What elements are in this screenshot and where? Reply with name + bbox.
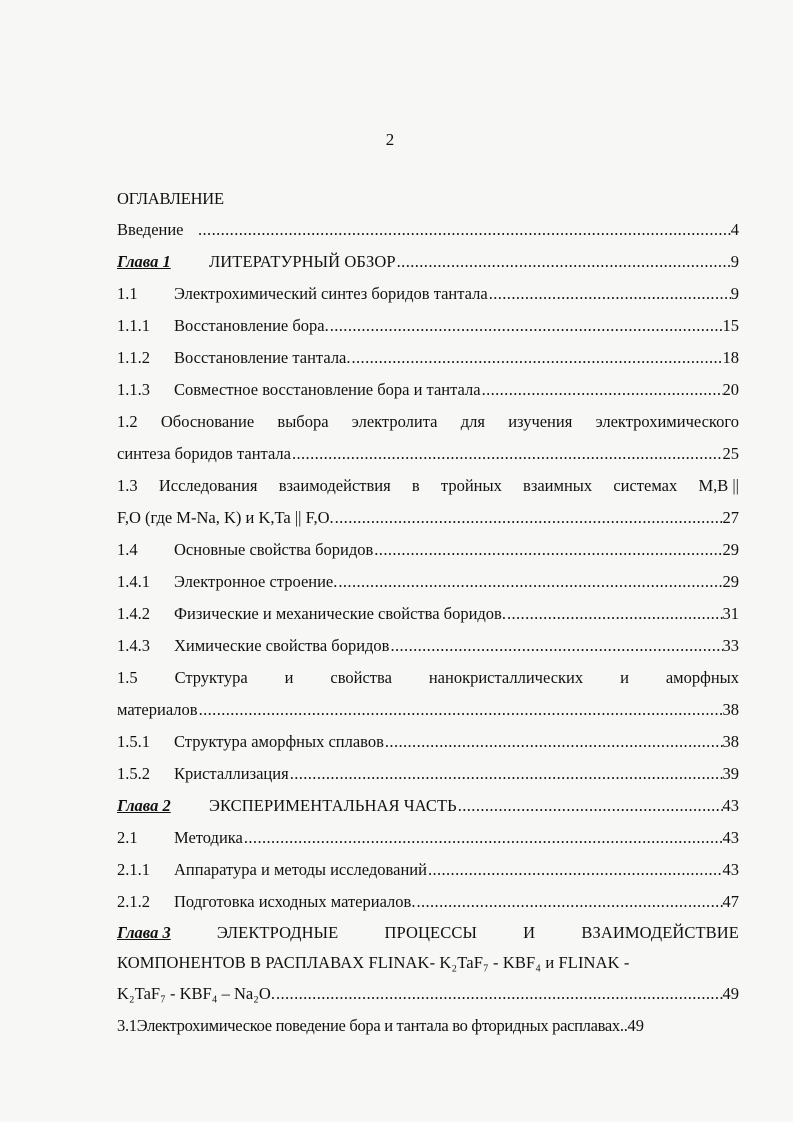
word: в [411, 476, 420, 495]
dot-leader [337, 566, 722, 598]
toc-entry-3-1[interactable] [117, 1010, 739, 1042]
word: взаимодействия [278, 476, 391, 495]
section-number: 1.4 [117, 540, 138, 559]
toc-entry-1-4[interactable] [117, 534, 739, 566]
dot-leader [427, 854, 723, 886]
word: и [620, 668, 629, 687]
toc-entry-page: 4 [730, 220, 739, 239]
toc-entry-page: 43 [722, 796, 739, 815]
word: Обоснование [160, 412, 255, 431]
section-title: Аппаратура и методы исследований [174, 860, 427, 879]
toc-entry-page: 47 [722, 892, 739, 911]
section-number: 1.1.3 [117, 380, 150, 399]
word: аморфных [665, 668, 739, 687]
word: взаимных [523, 476, 593, 495]
word: выбора [277, 412, 329, 431]
dot-leader [197, 214, 731, 246]
word: свойства [330, 668, 392, 687]
toc-entry-chapter-3[interactable] [117, 918, 739, 1010]
word: ПРОЦЕССЫ [384, 923, 477, 942]
section-title: Структура аморфных сплавов [174, 732, 384, 751]
justified-line [117, 662, 739, 694]
toc-entry-chapter-2[interactable] [117, 790, 739, 822]
dot-leader [384, 726, 723, 758]
chapter-title: ЛИТЕРАТУРНЫЙ ОБЗОР [209, 252, 396, 271]
dot-leader [289, 758, 723, 790]
section-title: Подготовка исходных материалов. [174, 892, 416, 911]
toc-entry-1-1-3[interactable] [117, 374, 739, 406]
word: системах [613, 476, 678, 495]
toc-entry-2-1[interactable] [117, 822, 739, 854]
section-title: Восстановление тантала. [174, 348, 351, 367]
continuation-line [117, 502, 739, 534]
section-number: 1.5.1 [117, 732, 150, 751]
toc-entry-page: 25 [722, 444, 739, 463]
toc-entry-1-4-1[interactable] [117, 566, 739, 598]
section-title: Электронное строение. [174, 572, 338, 591]
word: тройных [440, 476, 502, 495]
word: Исследования [158, 476, 258, 495]
toc-entry-1-3[interactable] [117, 470, 739, 534]
section-title-continuation: F,O (где M-Na, K) и K,Ta || F,O. [117, 508, 334, 527]
continuation-line [117, 438, 739, 470]
section-number: 2.1.1 [117, 860, 150, 879]
chapter-label: Глава 2 [117, 796, 171, 815]
section-title: 3.1Электрохимическое поведение бора и тантала во фторидных расплавах.. [117, 1016, 628, 1035]
toc-entry-1-5-2[interactable] [117, 758, 739, 790]
word: Структура [174, 668, 248, 687]
toc-entry-1-1-2[interactable] [117, 342, 739, 374]
word: и [284, 668, 294, 687]
toc-entry-2-1-2[interactable] [117, 886, 739, 918]
toc-entry-page: 49 [722, 984, 739, 1003]
toc-entry-intro[interactable] [117, 214, 739, 246]
word: И [523, 923, 536, 942]
toc-entry-1-1[interactable] [117, 278, 739, 310]
word: для [460, 412, 485, 431]
toc-entry-page: 9 [730, 252, 739, 271]
toc-entry-page: 15 [722, 316, 739, 335]
word: изучения [508, 412, 573, 431]
toc-entry-page: 20 [722, 380, 739, 399]
chapter-label: Глава 3 [117, 923, 171, 942]
dot-leader [334, 502, 723, 534]
toc-entry-page: 33 [722, 636, 739, 655]
section-title: Методика [174, 828, 243, 847]
word: нанокристаллических [428, 668, 584, 687]
justified-line [117, 406, 739, 438]
toc-entry-page: 29 [722, 572, 739, 591]
toc-entry-page: 31 [722, 604, 739, 623]
chapter-title-line-3: K₂TaF₇ - KBF₄ – Na₂O. [117, 984, 275, 1003]
section-number: 2.1.2 [117, 892, 150, 911]
toc-entry-1-5[interactable] [117, 662, 739, 726]
toc-entry-2-1-1[interactable] [117, 854, 739, 886]
justified-line [117, 470, 739, 502]
section-number: 1.3 [117, 476, 138, 495]
toc-entry-1-4-3[interactable] [117, 630, 739, 662]
dot-leader [243, 822, 723, 854]
table-of-contents [117, 184, 739, 1042]
dot-leader [488, 278, 731, 310]
toc-entry-1-2[interactable] [117, 406, 739, 470]
word: электрохимического [595, 412, 739, 431]
word: электролита [351, 412, 438, 431]
dot-leader [481, 374, 723, 406]
section-title: Химические свойства боридов [174, 636, 390, 655]
section-title-continuation: материалов [117, 700, 198, 719]
continuation-line [117, 694, 739, 726]
section-number: 2.1 [117, 828, 138, 847]
chapter-title-line [117, 948, 739, 978]
dot-leader [373, 534, 722, 566]
toc-entry-1-1-1[interactable] [117, 310, 739, 342]
toc-entry-1-4-2[interactable] [117, 598, 739, 630]
toc-entry-label: Введение [117, 220, 184, 239]
dot-leader [396, 246, 731, 278]
section-number: 1.4.2 [117, 604, 150, 623]
toc-entry-page: 38 [722, 732, 739, 751]
chapter-label: Глава 1 [117, 252, 171, 271]
toc-entry-page: 18 [722, 348, 739, 367]
justified-line [117, 918, 739, 948]
chapter-title-line-2: КОМПОНЕНТОВ В РАСПЛАВАХ FLINAK- K₂TaF₇ - KBF₄ и FLINAK - [117, 953, 630, 972]
toc-entry-page: 49 [627, 1016, 645, 1035]
section-title: Физические и механические свойства боридов. [174, 604, 506, 623]
toc-entry-page: 39 [722, 764, 739, 783]
section-number: 1.4.3 [117, 636, 150, 655]
toc-entry-page: 43 [722, 828, 739, 847]
toc-entry-page: 27 [722, 508, 739, 527]
dot-leader [198, 694, 723, 726]
dot-leader [351, 342, 723, 374]
dot-leader [329, 310, 723, 342]
chapter-title: ЭКСПЕРИМЕНТАЛЬНАЯ ЧАСТЬ [209, 796, 457, 815]
section-title: Электрохимический синтез боридов тантала [174, 284, 488, 303]
page-number: 2 [385, 130, 395, 149]
section-number: 1.1 [117, 284, 138, 303]
section-title: Совместное восстановление бора и тантала [174, 380, 481, 399]
section-number: 1.1.1 [117, 316, 150, 335]
dot-leader [415, 886, 722, 918]
section-title: Восстановление бора. [174, 316, 329, 335]
word: ВЗАИМОДЕЙСТВИЕ [581, 923, 739, 942]
dot-leader [291, 438, 723, 470]
word: ЭЛЕКТРОДНЫЕ [216, 923, 339, 942]
section-number: 1.1.2 [117, 348, 150, 367]
section-title: Кристаллизация [174, 764, 289, 783]
toc-entry-page: 9 [730, 284, 739, 303]
section-number: 1.5 [117, 668, 138, 687]
toc-entry-1-5-1[interactable] [117, 726, 739, 758]
toc-entry-page: 38 [722, 700, 739, 719]
section-number: 1.5.2 [117, 764, 150, 783]
dot-leader [389, 630, 722, 662]
dot-leader [457, 790, 723, 822]
continuation-line [117, 978, 739, 1010]
toc-entry-page: 29 [722, 540, 739, 559]
dot-leader [506, 598, 723, 630]
toc-entry-chapter-1[interactable] [117, 246, 739, 278]
word: M,B || [698, 476, 739, 495]
section-title: Основные свойства боридов [174, 540, 374, 559]
section-title-continuation: синтеза боридов тантала [117, 444, 291, 463]
toc-title: ОГЛАВЛЕНИЕ [117, 189, 224, 208]
section-number: 1.2 [117, 412, 138, 431]
toc-entry-page: 43 [722, 860, 739, 879]
dot-leader [275, 978, 723, 1010]
section-number: 1.4.1 [117, 572, 150, 591]
